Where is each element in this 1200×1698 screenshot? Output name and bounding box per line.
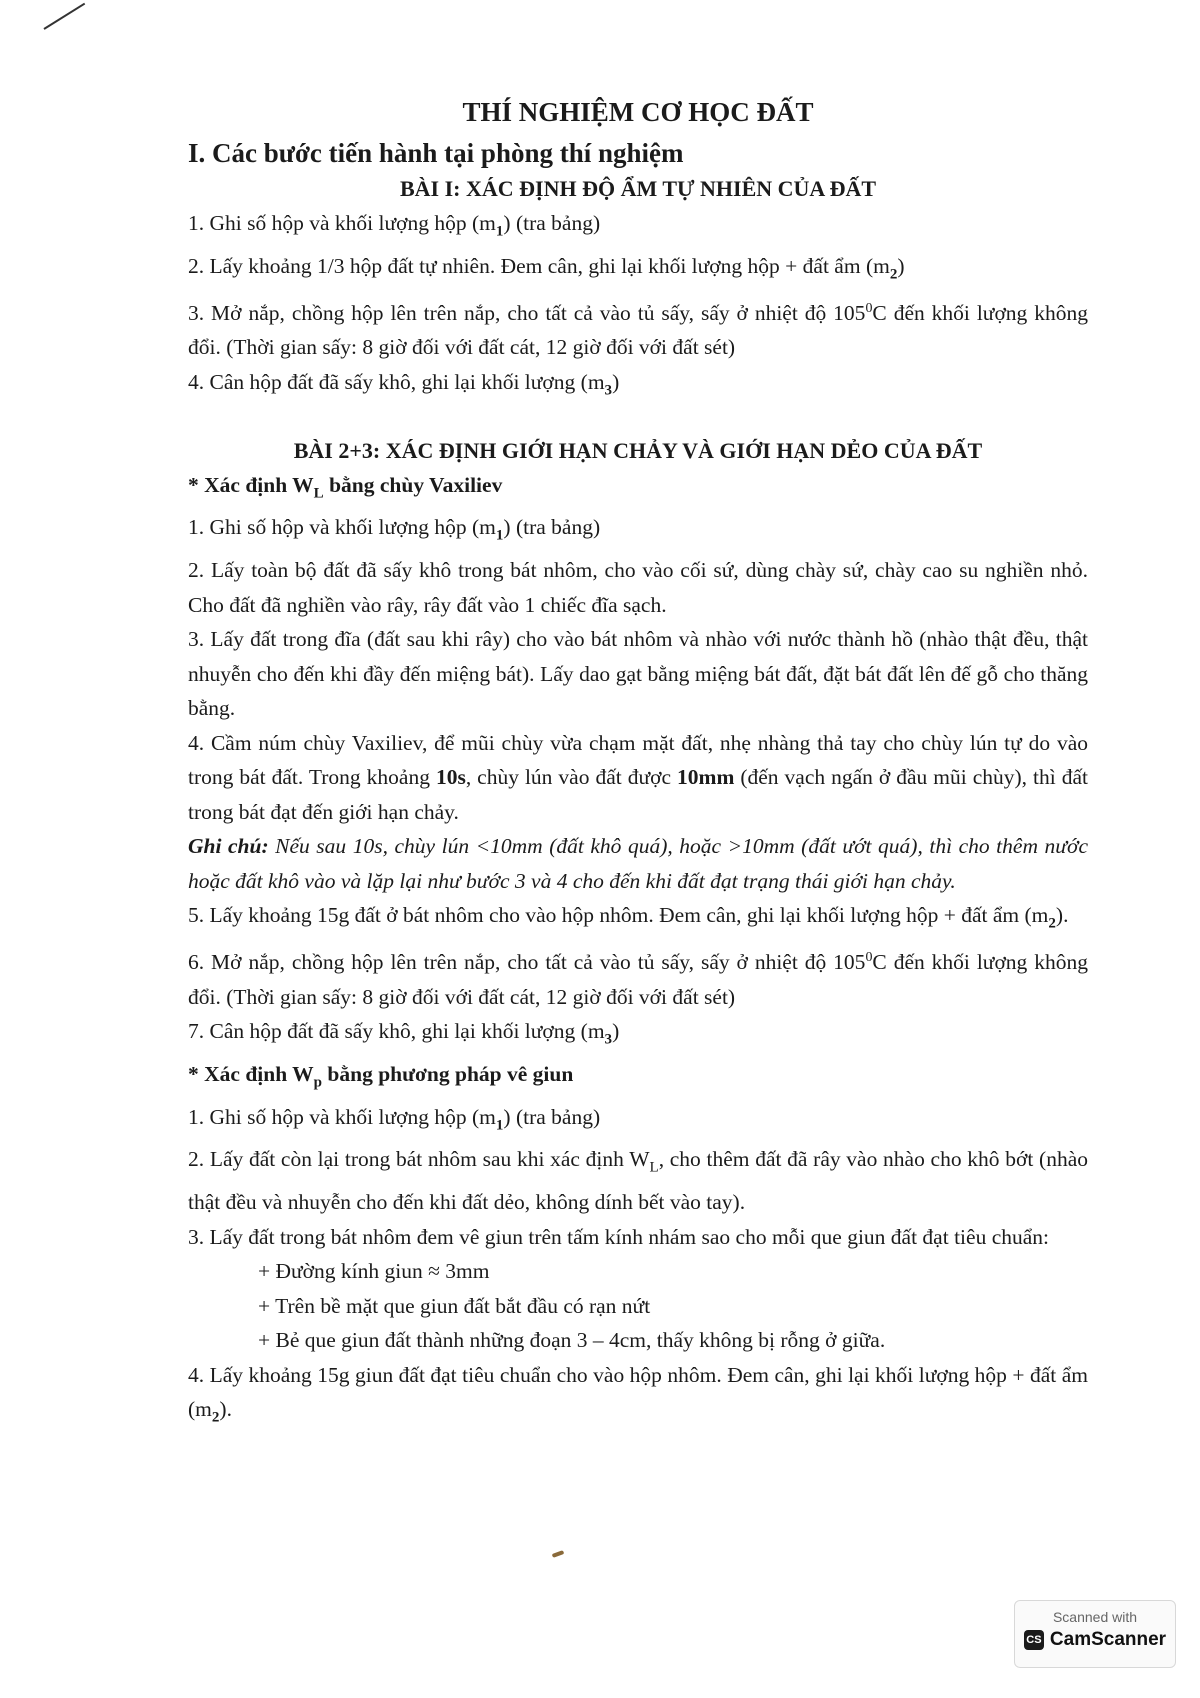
list-item: + Đường kính giun ≈ 3mm (258, 1259, 490, 1284)
wp-step2: 2. Lấy đất còn lại trong bát nhôm sau khi xác định $W_L$, cho thêm đất đã rây vào nhào cho khô bớt (nhào thật đều và nhuyễn cho đến khi đất dẻo, không dính bết vào tay). (188, 1147, 1088, 1215)
criteria-list (188, 1254, 1088, 1358)
lesson1-step4: 4. Cân hộp đất đã sấy khô, ghi lại khối lượng $(m_3)$ (188, 369, 620, 399)
wl-step1: 1. Ghi số hộp và khối lượng hộp $(m_1)$ (tra bảng) (188, 515, 601, 544)
wp-step1: 1. Ghi số hộp và khối lượng hộp $(m_1)$ (tra bảng) (188, 1104, 601, 1133)
camscanner-logo-icon: CS (1024, 1630, 1044, 1650)
wp-subheading: * Xác định $W_p$ bằng phương pháp vê giun (188, 1061, 574, 1091)
document-title: THÍ NGHIỆM CƠ HỌC ĐẤT (462, 97, 814, 127)
watermark-caption: Scanned with (1052, 1609, 1138, 1625)
watermark-name: CamScanner (1049, 1629, 1167, 1650)
lesson1-step2: 2. Lấy khoảng 1/3 hộp đất tự nhiên. Đem cân, ghi lại khối lượng hộp + đất ẩm $(m_2)$ (188, 253, 905, 283)
lesson1-step3: 3. Mở nắp, chồng hộp lên trên nắp, cho tất cả vào tủ sấy, sấy ở nhiệt độ $105^0C$ đến khối lượng không đổi. (Thời gian sấy: 8 giờ đối với đất cát, 12 giờ đối với đất sét) (188, 300, 1088, 360)
wl-step7: 7. Cân hộp đất đã sấy khô, ghi lại khối lượng $(m_3)$ (188, 1019, 620, 1048)
pen-stroke (43, 3, 85, 30)
lesson2-heading: BÀI 2+3: XÁC ĐỊNH GIỚI HẠN CHẢY VÀ GIỚI HẠN DẺO CỦA ĐẤT (293, 437, 983, 463)
list-item: + Bẻ que giun đất thành những đoạn 3 – 4cm, thấy không bị rỗng ở giữa. (258, 1328, 886, 1353)
watermark-brand (1015, 1629, 1175, 1651)
wl-step3: 3. Lấy đất trong đĩa (đất sau khi rây) cho vào bát nhôm và nhào với nước thành hồ (nhào thật đều, thật nhuyễn cho đến khi đầy đến miệng bát). Lấy dao gạt bằng miệng bát đất, đặt bát đất lên đế gỗ cho thăng bằng. (188, 627, 1088, 721)
wl-subheading: * Xác định $W_L$ bằng chùy Vaxiliev (188, 472, 503, 501)
lesson1-heading: BÀI I: XÁC ĐỊNH ĐỘ ẨM TỰ NHIÊN CỦA ĐẤT (399, 176, 877, 201)
wl-step4: 4. Cầm núm chùy Vaxiliev, để mũi chùy vừa chạm mặt đất, nhẹ nhàng thả tay cho chùy lún tự do vào trong bát đất. Trong khoảng 10s, chùy lún vào đất được 10mm (đến vạch ngấn ở đầu mũi chùy), thì đất trong bát đạt đến giới hạn chảy. (188, 730, 1089, 824)
wl-step2: 2. Lấy toàn bộ đất đã sấy khô trong bát nhôm, cho vào cối sứ, dùng chày sứ, chày cao su nghiền nhỏ. Cho đất đã nghiền vào rây, rây đất vào 1 chiếc đĩa sạch. (188, 558, 1088, 617)
section-heading: I. Các bước tiến hành tại phòng thí nghiệm (188, 138, 684, 168)
camscanner-watermark (1014, 1600, 1176, 1668)
list-item: + Trên bề mặt que giun đất bắt đầu có rạn nứt (258, 1293, 651, 1318)
wp-step3: 3. Lấy đất trong bát nhôm đem vê giun trên tấm kính nhám sao cho mỗi que giun đất đạt tiêu chuẩn: (188, 1224, 1049, 1249)
wp-step4: 4. Lấy khoảng 15g giun đất đạt tiêu chuẩn cho vào hộp nhôm. Đem cân, ghi lại khối lượng hộp + đất ẩm $(m_2)$. (188, 1362, 1088, 1426)
ink-mark (552, 1550, 565, 1558)
note-paragraph: Ghi chú: Nếu sau 10s, chùy lún <10mm (đất khô quá), hoặc >10mm (đất ướt quá), thì cho thêm nước hoặc đất khô vào và lặp lại như bước 3 và 4 cho đến khi đất đạt trạng thái giới hạn chảy. (188, 834, 1088, 893)
wl-step5: 5. Lấy khoảng 15g đất ở bát nhôm cho vào hộp nhôm. Đem cân, ghi lại khối lượng hộp + đất ẩm $(m_2)$. (188, 903, 1069, 932)
lesson1-step1: 1. Ghi số hộp và khối lượng hộp $(m_1)$ (tra bảng) (188, 211, 601, 240)
wl-step6: 6. Mở nắp, chồng hộp lên trên nắp, cho tất cả vào tủ sấy, sấy ở nhiệt độ $105^0C$ đến khối lượng không đổi. (Thời gian sấy: 8 giờ đối với đất cát, 12 giờ đối với đất sét) (188, 949, 1088, 1009)
document-page (188, 92, 1088, 1435)
